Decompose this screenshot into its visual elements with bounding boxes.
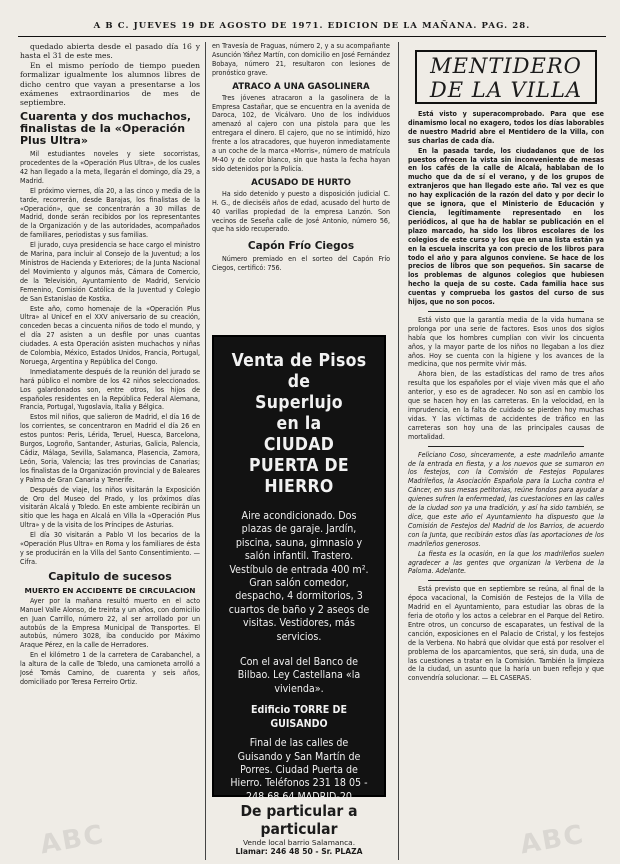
left-column [20,42,200,860]
paragraph: El próximo viernes, día 20, a las cinco y media de la tarde, recorrerán, desde Barajas, los finalistas de la «Operación», que se concentrarán a 30 millas de Madrid, donde serán recibidos por los representantes de la Organización y de las autoridades, acompañados de familiares, periodistas y sus familias. [20,185,200,240]
ad-building-name: Edificio TORRE DE GUISANDO [251,704,347,730]
paragraph: Está visto y superacomprobado. Para que ese dinamismo local no exagero, todos los días laborables de nuestro Madrid abre el Mentidero de la Villa, con sus charlas de cada día. [408,109,604,145]
paragraph: Después de viaje, los niños visitarán la Exposición de Oro del Museo del Prado, y los próximos días visitarán Alcalá y Toledo. En este ambiente recibirán un sitio que les haga en Alcalá en Villa la «Operación Plus Ultra» y de la visita de los Príncipes de Asturias. [20,484,200,530]
paragraph: Está visto que la garantía media de la vida humana se prolonga por una serie de factores. Esos unos dos siglos había que los hombres cumplían con vivir los cincuenta años, y la mayor parte de los niños no llegaban a los diez años. Hoy se cuenta con la higiene y los avances de la medicina, que nos permite vivir más. [408,314,604,369]
paragraph: Feliciano Coso, sinceramente, a este madrileño amante de la entrada en fiesta, y a los nuevos que se sumaron en los festejos, con la Comisión de Festejos Populares Madrileños, la Asociación Española para la Lucha contra el Cáncer, en sus mesas petitorias, reúne fondos para ayudar a quienes sufren la enfermedad, las cuestaciones en las calles de la ciudad son ya una tradición, y así ha sido también, se dice, que este año el Ayuntamiento ha dispuesto que la Comisión de Festejos del Madrid de los Barrios, de acuerdo con la Junta, que recibirán estos días las aportaciones de los madrileños generosos. [408,449,604,548]
paragraph: Ayer por la mañana resultó muerto en el acto Manuel Valle Alonso, de treinta y un años, con domicilio en Juan Carrillo, número 22, al ser arrollado por un autobús de la Empresa Municipal de Transportes. El autobús, número 3028, iba conducido por Máximo Araque Pérez, en la calle de Herradores. [20,595,200,650]
ad-features: Aire acondicionado. Dos plazas de garaje. Jardín, piscina, sauna, gimnasio y salón infantil. Trastero. Vestíbulo de entrada 400 m². Gran salón comedor, despacho, 4 dormitorios, 3 cuartos de baño y 2 aseos de visitas. Vestidores, más servicios. [228,510,370,643]
ad-title-line: Venta de Pisos de [231,351,367,392]
section-rule [428,446,584,447]
subheadline-accidente: MUERTO EN ACCIDENTE DE CIRCULACION [24,585,196,595]
paragraph: Ahora bien, de las estadísticas del ramo de tres años resulta que los españoles por el viaje viven más que el año anterior, y eso es de agradecer. No son así en cambio los que se hacen hoy en las carreteras. En la velocidad, en la imprudencia, en la falta de cuidado se pierden hoy muchas vidas. Y las víctimas de accidentes de tráfico en las carreteras son hoy una de las principales causas de mortalidad. [408,369,604,441]
paragraph: En el mismo período de tiempo pueden formalizar igualmente los alumnos libres de dicho centro que vayan a presentarse a los exámenes extraordinarios de mes de septiembre. [20,61,200,107]
column-divider [398,42,399,860]
ad-address-phones: Final de las calles de Guisando y San Martín de Porres. Ciudad Puerta de Hierro. Teléfonos 231 18 05 - 248 68 64 MADRID-20 [230,737,368,803]
paragraph: Inmediatamente después de la reunión del jurado se hará público el nombre de los 42 niños seleccionados. Los galardonados son, entre otros, los hijos de españoles residentes en la República Federal Alemana, Francia, Portugal, Yugoslavia, Italia y Bélgica. [20,366,200,412]
column-divider [205,42,206,860]
headline-atraco: ATRACO A UNA GASOLINERA [232,81,370,92]
headline-plus-ultra: Cuarenta y dos muchachos, finalistas de la «Operación Plus Ultra» [20,110,192,148]
paragraph: En el kilómetro 1 de la carretera de Carabanchel, a la altura de la calle de Toledo, una camioneta arrolló a José Tomás Camino, de cuarenta y seis años, domiciliado por Teresa Ferreiro Ortiz. [20,650,200,686]
section-rule [428,311,584,312]
paragraph: La fiesta es la ocasión, en la que los madrileños suelen agradecer a las gentes que organizan la Verbena de la Paloma. Adelante. [408,548,604,576]
mentidero-title-line1: MENTIDERO [430,54,582,78]
ad-title-line: PUERTA DE HIERRO [249,456,349,497]
section-rule [428,580,584,581]
headline-hurto: ACUSADO DE HURTO [251,177,351,188]
mentidero-title-box [415,50,597,104]
headline-sucesos: Capitulo de sucesos [48,569,172,583]
watermark: ABC [37,819,108,861]
paragraph: En la pasada tarde, los ciudadanos que de los puestos ofrecen la vista sin inconveniente de mesas en los cafés de la calle de Alcalá, hablaban de lo mucho que da de sí el verano, y de los grupos de extranjeros que han llegado este año. Tal vez es que no hay explicación de la razón del dato y por decir lo que se ignora, que el Ministerio de Educación y Ciencia, legítimamente representado en los periódicos, al que ha de hablar se publicación en el plazo marcado, ha sido los libros escolares de los colegios de este curso y los que en una lista están ya en la escuela inscrita ya con precio de los libros para todo el año y para algunos conviene. Se hace de los precios de libros que son pequeños. Sin sacarse de los problemas de algunos colegios que hubiesen hecho la queja de su coste. Cada familia hace sus cuentas y comprueba los gastos del curso de sus hijos, que no son pocos. [408,145,604,307]
mentidero-title-line2: DE LA VILLA [429,78,583,102]
watermark: ABC [517,819,588,861]
page-masthead: A B C. JUEVES 19 DE AGOSTO DE 1971. EDICION DE LA MAÑANA. PAG. 28. [18,18,606,37]
paragraph: Estos mil niños, que salieron de Madrid, el día 16 de los corrientes, se concentraron en Madrid el día 26 en estos puntos: Peris, Lérida, Teruel, Huesca, Barcelona, Burgos, Logroño, Santander, Asturias, Galicia, Palencia, Cádiz, Málaga, Sevilla, Salamanca, Plasencia, Zamora, León, Soria, Valencia; las tres provincias de Canarias; los finalistas de la Organización provincial y de Baleares y Palma de Gran Canaria y Tenerife. [20,412,200,484]
paragraph: Número premiado en el sorteo del Capón Frío Ciegos, certificó: 756. [212,254,390,273]
paragraph: Mil estudiantes noveles y siete socorristas, procedentes de la «Operación Plus Ultra», de los cuales 42 han llegado a la meta, llegarán el domingo, día 29, a Madrid. [20,149,200,185]
ad-title-line: CIUDAD [263,435,335,455]
classified-text: Vende local barrio Salamanca. [242,838,356,847]
paragraph: Este año, como homenaje de la «Operación Plus Ultra» al Unicef en el XXV aniversario de su creación, conceden becas a cincuenta niños de todo el mundo, y el día 27 asisten a un desfile por unas cuantas ciudades. A esta Operación asisten muchachos y niñas de Colombia, México, Estados Unidos, Francia, Portugal, Noruega, Argentina y República del Congo. [20,303,200,366]
classified-phone: Llamar: 246 48 50 - Sr. PLAZA [235,847,363,856]
paragraph: El día 30 visitarán a Pablo VI los becarios de la «Operación Plus Ultra» en Roma y los familiares de ésta y se producirán en la Villa del Santo Consentimiento. —Cifra. [20,530,200,566]
paragraph: en Travesía de Fraguas, número 2, y a su acompañante Asunción Yáñez Martín, con domicilio en José Fernández Bobaya, número 21, resultaron con lesiones de pronóstico grave. [212,42,390,77]
classified-ad [212,800,386,858]
middle-column [212,42,390,332]
paragraph: El jurado, cuya presidencia se hace cargo el ministro de Marina, para incluir al Consejo de la Juventud; a los Ministros de Hacienda y Exteriores; de la Junta Nacional del Movimiento y algunos más, Cámara de Comercio, de la Televisión, Ayuntamiento de Madrid, Servicio Femenino, Comisión Católica de la Juventud y Colegio de San Estanislao de Kostka. [20,240,200,303]
ad-title-line: en la [276,414,322,434]
paragraph: Tres jóvenes atracaron a la gasolinera de la Empresa Castañar, que se encuentra en la avenida de Daroca, 102, de Vicálvaro. Uno de los individuos amenazó al cajero con una pistola para que les entregara el dinero. El cajero, que no se intimidó, hizo frente a los atracadores, que huyeron inmediatamente a un coche de la marca «Morris», número de matrícula M-40 y de color blanco, sin que hasta la fecha hayan sido detenidos por la Policía. [212,92,390,173]
paragraph: Está previsto que en septiembre se reúna, al final de la época vacacional, la Comisión de Festejos de la Villa de Madrid en el Ayuntamiento, para estudiar las obras de la feria de otoño y los actos a celebrar en el Parque del Retiro. Entre otros, un concurso de escaparates, un festival de la canción, exposiciones en el Palacio de Cristal, y los festejos de la Verbena. No habrá que olvidar que está por resolver el problema de los aparcamientos, que será, sin duda, una de las cuestiones a tratar en la Comisión. También la limpieza de la ciudad, un asunto que la haría un buen reflejo y que convendría solucionar. — EL CASERAS. [408,584,604,683]
classified-title: De particular a particular [240,802,358,838]
ad-title-line: Superlujo [255,393,343,413]
headline-capon: Capón Frío Ciegos [247,240,355,253]
right-column [408,50,604,858]
real-estate-advertisement [212,335,386,803]
ad-guarantee: Con el aval del Banco de Bilbao. Ley Castellana «la vivienda». [237,656,361,695]
paragraph: quedado abierta desde el pasado día 16 y hasta el 31 de este mes. [20,42,200,61]
paragraph: Ha sido detenido y puesto a disposición judicial C. H. G., de dieciséis años de edad, acusado del hurto de 40 varillas propiedad de la empresa Lanzón. Son vecinos de Seseña calle de José Antonio, número 56, que ha sido recuperado. [212,188,390,234]
